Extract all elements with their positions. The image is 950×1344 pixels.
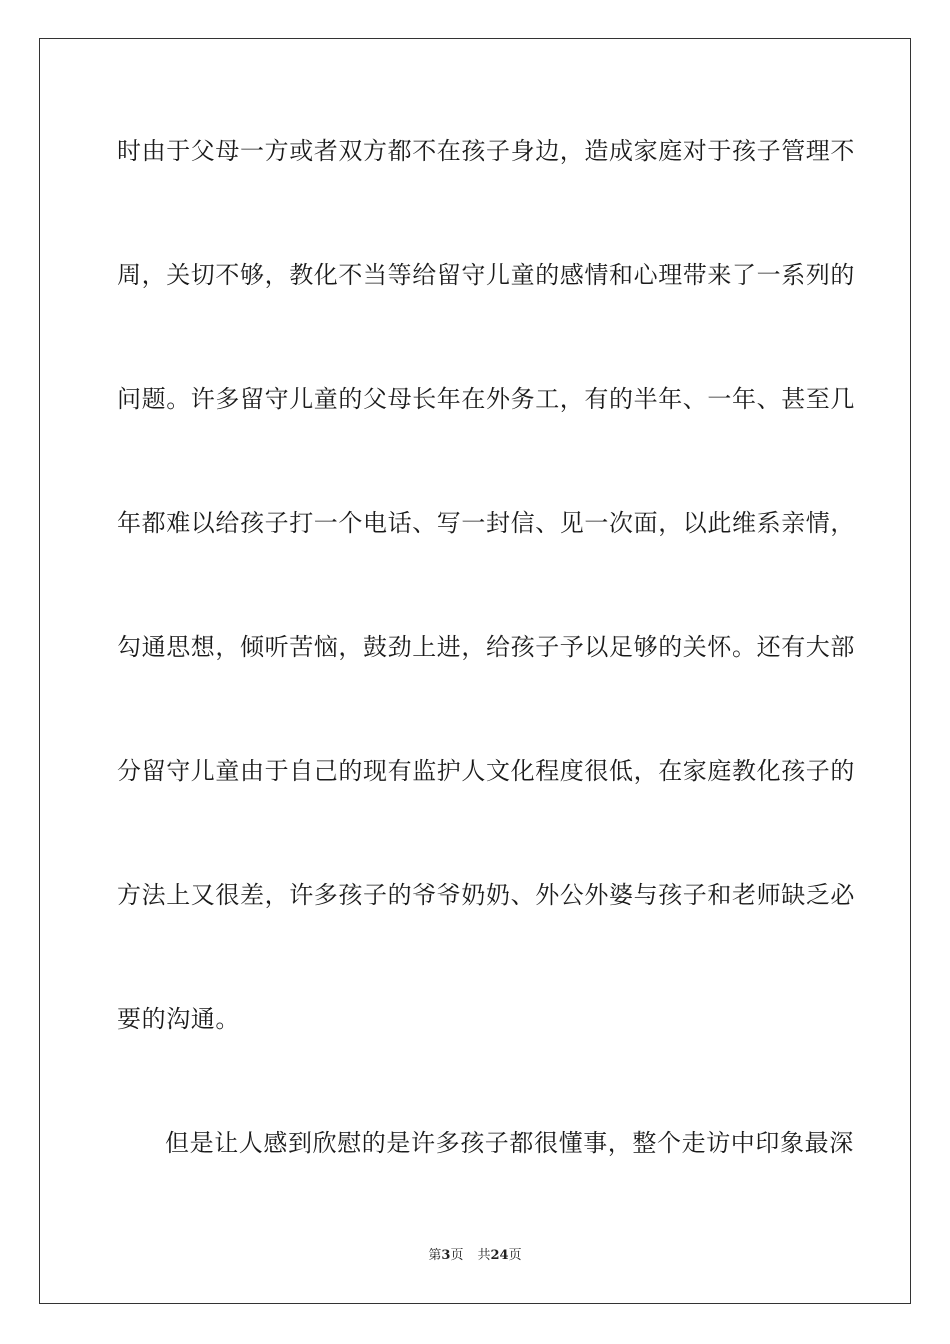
page-footer xyxy=(0,1247,950,1265)
page-border xyxy=(39,38,911,1304)
page-suffix: 页 xyxy=(450,1248,464,1263)
page-number: 3 xyxy=(441,1248,451,1263)
body-line-4: 年都难以给孩子打一个电话、写一封信、见一次面，以此维系亲情， xyxy=(117,509,855,537)
total-pages: 24 xyxy=(490,1248,509,1263)
body-line-7: 方法上又很差，许多孩子的爷爷奶奶、外公外婆与孩子和老师缺乏必 xyxy=(117,881,855,909)
body-line-6: 分留守儿童由于自己的现有监护人文化程度很低，在家庭教化孩子的 xyxy=(117,757,855,785)
page-prefix: 第 xyxy=(428,1248,442,1263)
body-line-8: 要的沟通。 xyxy=(117,1005,240,1033)
total-suffix: 页 xyxy=(508,1248,522,1263)
body-line-1: 时由于父母一方或者双方都不在孩子身边，造成家庭对于孩子管理不 xyxy=(117,137,855,165)
total-prefix: 共 xyxy=(477,1248,491,1263)
body-line-5: 勾通思想，倾听苦恼，鼓劲上进，给孩子予以足够的关怀。还有大部 xyxy=(117,633,855,661)
body-line-2: 周，关切不够，教化不当等给留守儿童的感情和心理带来了一系列的 xyxy=(117,261,855,289)
body-line-9: 但是让人感到欣慰的是许多孩子都很懂事，整个走访中印象最深 xyxy=(165,1129,854,1157)
body-line-3: 问题。许多留守儿童的父母长年在外务工，有的半年、一年、甚至几 xyxy=(117,385,855,413)
